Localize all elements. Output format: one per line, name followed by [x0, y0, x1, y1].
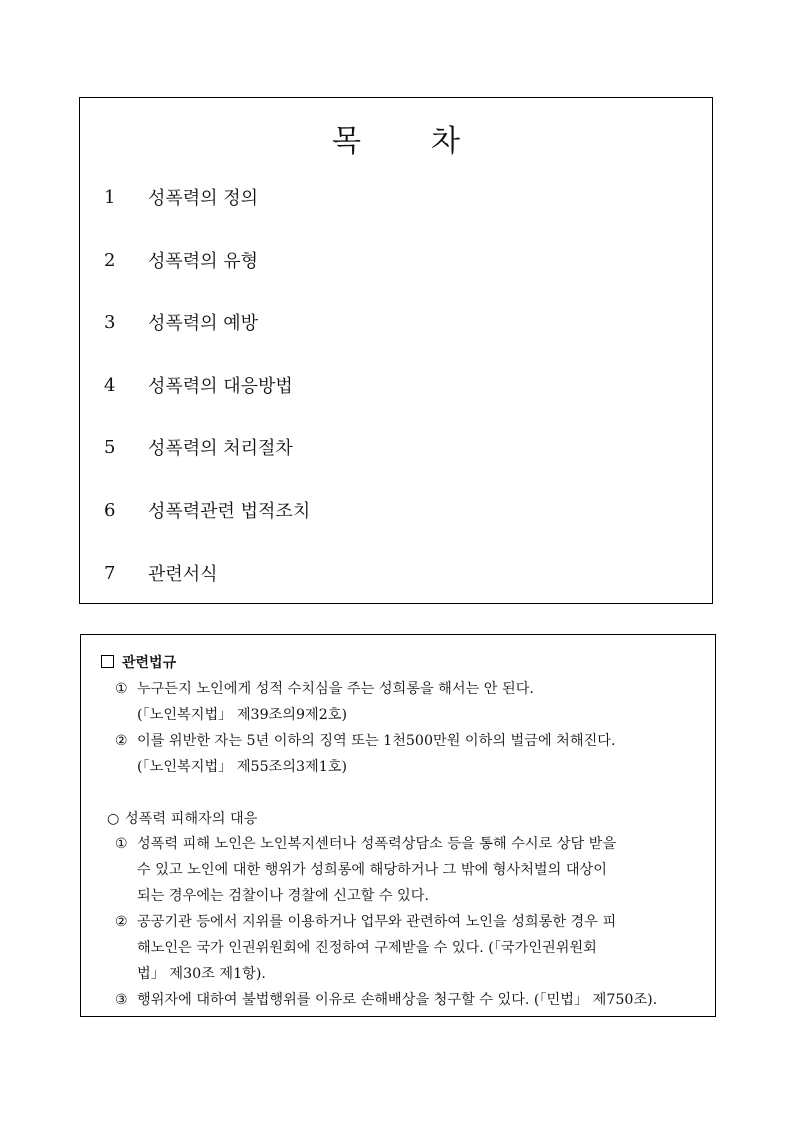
toc-item [104, 560, 218, 586]
toc-title [80, 116, 712, 160]
toc-item-label: 관련서식 [148, 564, 218, 585]
law-item-marker: ② [115, 733, 128, 749]
response-heading-text: 성폭력 피해자의 대응 [125, 811, 258, 827]
toc-item-number: 5 [104, 436, 116, 458]
related-laws-box [80, 634, 716, 1017]
circle-bullet-icon: ○ [107, 811, 120, 827]
response-item-text: 법」 제30조 제1항). [137, 966, 266, 982]
toc-item [104, 372, 293, 398]
laws-heading [101, 652, 176, 672]
toc-item-number: 1 [104, 186, 116, 208]
response-item-text: 해노인은 국가 인권위원회에 진정하여 구제받을 수 있다. (「국가인권위원회 [137, 940, 597, 956]
response-item-text: 되는 경우에는 검찰이나 경찰에 신고할 수 있다. [137, 888, 429, 904]
toc-item-number: 4 [104, 374, 116, 396]
response-item-text: 공공기관 등에서 지위를 이용하거나 업무와 관련하여 노인을 성희롱한 경우 피 [137, 914, 617, 930]
law-item [115, 730, 616, 750]
response-item-marker: ① [115, 836, 128, 852]
toc-item [104, 497, 310, 523]
toc-item [104, 184, 258, 210]
response-item [115, 989, 657, 1009]
response-item-text: 성폭력 피해 노인은 노인복지센터나 성폭력상담소 등을 통해 수시로 상담 받을 [137, 836, 617, 852]
response-item-text: 수 있고 노인에 대한 행위가 성희롱에 해당하거나 그 밖에 형사처벌의 대상이 [137, 862, 607, 878]
response-item [115, 833, 616, 853]
response-item-text: 행위자에 대하여 불법행위를 이유로 손해배상을 청구할 수 있다. (「민법」 제750조). [137, 992, 658, 1008]
laws-heading-text: 관련법규 [122, 655, 177, 671]
response-item-marker: ③ [115, 992, 128, 1008]
toc-item-label: 성폭력의 대응방법 [148, 376, 293, 397]
response-heading [107, 808, 257, 828]
response-item-marker: ② [115, 914, 128, 930]
toc-item-number: 6 [104, 499, 116, 521]
toc-item-number: 2 [104, 249, 116, 271]
toc-item [104, 309, 258, 335]
toc-item [104, 247, 258, 273]
toc-item-number: 7 [104, 562, 116, 584]
law-item-text: 이를 위반한 자는 5년 이하의 징역 또는 1천500만원 이하의 벌금에 처해진다. [137, 733, 616, 749]
law-item-citation: (「노인복지법」 제55조의3제1호) [137, 759, 348, 775]
toc-title-char-1: 목 [332, 124, 361, 159]
toc-item-label: 성폭력의 유형 [148, 251, 259, 272]
toc-item-number: 3 [104, 311, 116, 333]
toc-item-label: 성폭력의 정의 [148, 188, 259, 209]
law-item-text: 누구든지 노인에게 성적 수치심을 주는 성희롱을 해서는 안 된다. [137, 681, 534, 697]
toc-item-label: 성폭력의 처리절차 [148, 438, 293, 459]
toc-item [104, 434, 293, 460]
law-item-marker: ① [115, 681, 128, 697]
law-item-citation: (「노인복지법」 제39조의9제2호) [137, 707, 348, 723]
toc-item-label: 성폭력관련 법적조치 [148, 501, 311, 522]
checkbox-square-icon [101, 655, 114, 668]
law-item [115, 678, 534, 698]
response-item [115, 911, 616, 931]
table-of-contents [79, 97, 713, 604]
toc-title-char-2: 차 [431, 124, 460, 159]
toc-item-label: 성폭력의 예방 [148, 313, 259, 334]
